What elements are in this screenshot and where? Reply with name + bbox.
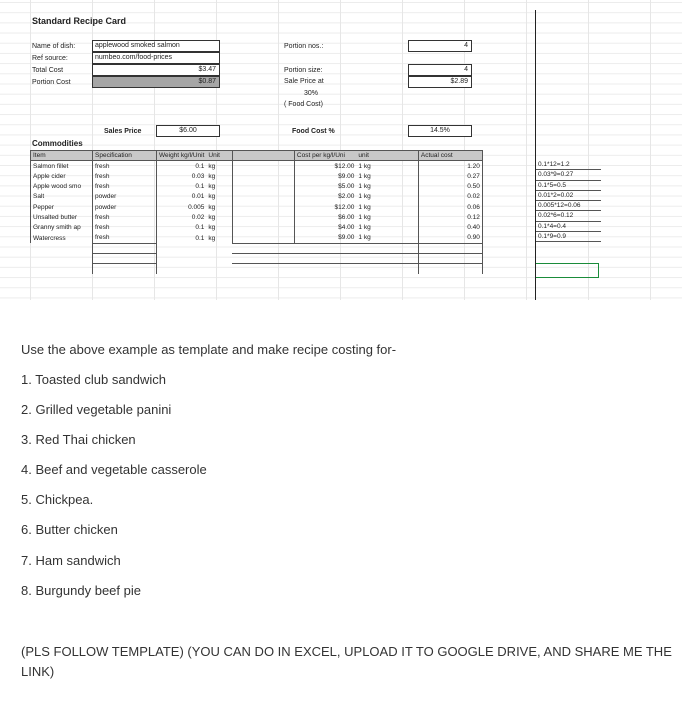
portion-nos-value: 4 xyxy=(408,40,472,52)
cell-actual: 0.50 xyxy=(418,181,482,191)
cell-item: Watercress xyxy=(31,233,93,243)
table-row xyxy=(31,181,483,191)
food-cost-label: Food Cost % xyxy=(292,128,335,135)
food-cost-pct: 30% xyxy=(304,90,319,97)
cell-actual: 0.12 xyxy=(418,212,482,222)
name-label: Name of dish: xyxy=(32,43,76,50)
cell-cost: $12.00 xyxy=(334,162,355,170)
commodities-label: Commodities xyxy=(32,139,83,148)
name-value: applewood smoked salmon xyxy=(92,40,220,52)
formula-column xyxy=(535,160,601,242)
cell-cunit: 1 kg xyxy=(356,192,418,202)
table-row xyxy=(31,212,483,222)
cell-actual: 1.20 xyxy=(418,161,482,171)
portion-nos-label: Portion nos.: xyxy=(284,43,324,50)
empty-row xyxy=(31,253,483,263)
portion-size-value: 4 xyxy=(408,64,472,76)
question-intro: Use the above example as template and make recipe costing for- xyxy=(21,342,397,357)
ref-label: Ref source: xyxy=(32,55,68,62)
portion-cost-value: $0.87 xyxy=(92,76,220,88)
cell-cunit: 1 kg xyxy=(356,202,418,212)
formula-cell: 0.1*9=0.9 xyxy=(535,232,601,242)
cell-cunit: 1 kg xyxy=(356,212,418,222)
formula-cell: 0.01*2=0.02 xyxy=(535,191,601,201)
cell-spec: powder xyxy=(93,202,157,212)
spreadsheet-screenshot xyxy=(0,0,682,300)
table-row xyxy=(31,192,483,202)
formula-cell: 0.005*12=0.06 xyxy=(535,201,601,211)
cell-weight: 0.03 xyxy=(191,172,205,180)
recipe-item: 4. Beef and vegetable casserole xyxy=(21,462,207,477)
recipe-item: 8. Burgundy beef pie xyxy=(21,583,141,598)
header-weight: Weight kg/l/Unit xyxy=(157,151,207,161)
cell-cunit: 1 kg xyxy=(356,223,418,233)
cell-unit: kg xyxy=(206,171,232,181)
cell-cunit: 1 kg xyxy=(356,181,418,191)
sales-price-value: $6.00 xyxy=(156,125,220,137)
cell-spec: fresh xyxy=(93,171,157,181)
recipe-item: 7. Ham sandwich xyxy=(21,553,121,568)
food-cost-value: 14.5% xyxy=(408,125,472,137)
table-row xyxy=(31,171,483,181)
cell-weight: 0.1 xyxy=(195,183,205,191)
note-line-1: (PLS FOLLOW TEMPLATE) (YOU CAN DO IN EXCEL, UPLOAD IT TO GOOGLE DRIVE, AND SHARE ME THE xyxy=(21,644,672,659)
cell-cost: $2.00 xyxy=(338,193,355,201)
cell-item: Apple wood smo xyxy=(31,181,93,191)
empty-row xyxy=(31,264,483,274)
cell-unit: kg xyxy=(206,192,232,202)
selected-cell[interactable] xyxy=(535,263,599,278)
header-cost-unit: unit xyxy=(356,151,418,161)
cell-cunit: 1 kg xyxy=(356,171,418,181)
cell-item: Pepper xyxy=(31,202,93,212)
cell-cunit: 1 kg xyxy=(356,161,418,171)
cell-cunit: 1 kg xyxy=(356,233,418,243)
sales-price-label: Sales Price xyxy=(104,128,142,135)
cell-unit: kg xyxy=(206,223,232,233)
cell-unit: kg xyxy=(206,202,232,212)
formula-cell: 0.1*12=1.2 xyxy=(535,160,601,170)
formula-cell: 0.02*6=0.12 xyxy=(535,211,601,221)
cell-weight: 0.1 xyxy=(195,234,205,242)
cell-cost: $12.00 xyxy=(334,203,355,211)
cell-actual: 0.40 xyxy=(418,223,482,233)
cell-weight: 0.02 xyxy=(191,213,205,221)
portion-size-label: Portion size: xyxy=(284,67,323,74)
table-header-row xyxy=(31,151,483,161)
formula-cell: 0.03*9=0.27 xyxy=(535,170,601,180)
sale-price-label: Sale Price at xyxy=(284,78,324,85)
header-unit: Unit xyxy=(206,151,232,161)
cell-weight: 0.01 xyxy=(191,193,205,201)
cell-spec: powder xyxy=(93,192,157,202)
cell-item: Salmon fillet xyxy=(31,161,93,171)
cell-item: Unsalted butter xyxy=(31,212,93,222)
recipe-item: 5. Chickpea. xyxy=(21,492,94,507)
header-spec: Specification xyxy=(93,151,157,161)
table-row xyxy=(31,233,483,243)
cell-unit: kg xyxy=(206,212,232,222)
portion-cost-label: Portion Cost xyxy=(32,79,71,86)
ref-value: numbeo.com/food-prices xyxy=(92,52,220,64)
empty-row xyxy=(31,243,483,253)
column-divider xyxy=(535,10,536,300)
cell-unit: kg xyxy=(206,161,232,171)
header-item: Item xyxy=(31,151,93,161)
table-row xyxy=(31,161,483,171)
total-cost-label: Total Cost xyxy=(32,67,64,74)
sale-price-value: $2.89 xyxy=(408,76,472,88)
cell-weight: 0.1 xyxy=(195,224,205,232)
cell-cost: $5.00 xyxy=(338,183,355,191)
ingredients-table xyxy=(30,150,483,274)
card-title: Standard Recipe Card xyxy=(32,16,127,26)
cell-cost: $9.00 xyxy=(338,172,355,180)
cell-actual: 0.90 xyxy=(418,233,482,243)
header-actual: Actual cost xyxy=(418,151,482,161)
recipe-item: 6. Butter chicken xyxy=(21,522,118,537)
cell-spec: fresh xyxy=(93,212,157,222)
formula-cell: 0.1*4=0.4 xyxy=(535,222,601,232)
cell-actual: 0.06 xyxy=(418,202,482,212)
cell-item: Granny smith ap xyxy=(31,223,93,233)
recipe-item: 1. Toasted club sandwich xyxy=(21,372,167,387)
cell-actual: 0.02 xyxy=(418,192,482,202)
recipe-item: 3. Red Thai chicken xyxy=(21,432,136,447)
total-cost-value: $3.47 xyxy=(92,64,220,76)
formula-cell: 0.1*5=0.5 xyxy=(535,181,601,191)
cell-cost: $9.00 xyxy=(338,234,355,242)
cell-spec: fresh xyxy=(93,223,157,233)
cell-actual: 0.27 xyxy=(418,171,482,181)
cell-unit: kg xyxy=(206,233,232,243)
cell-item: Apple cider xyxy=(31,171,93,181)
cell-spec: fresh xyxy=(93,233,157,243)
table-row xyxy=(31,223,483,233)
cell-cost: $6.00 xyxy=(338,213,355,221)
cell-item: Salt xyxy=(31,192,93,202)
food-cost-note: ( Food Cost) xyxy=(284,101,323,108)
cell-spec: fresh xyxy=(93,161,157,171)
cell-unit: kg xyxy=(206,181,232,191)
note-line-2: LINK) xyxy=(21,664,55,679)
cell-spec: fresh xyxy=(93,181,157,191)
header-cost: Cost per kg/l/Uni xyxy=(294,151,356,161)
recipe-item: 2. Grilled vegetable panini xyxy=(21,402,172,417)
table-row xyxy=(31,202,483,212)
cell-weight: 0.005 xyxy=(188,203,205,211)
cell-cost: $4.00 xyxy=(338,224,355,232)
cell-weight: 0.1 xyxy=(195,162,205,170)
